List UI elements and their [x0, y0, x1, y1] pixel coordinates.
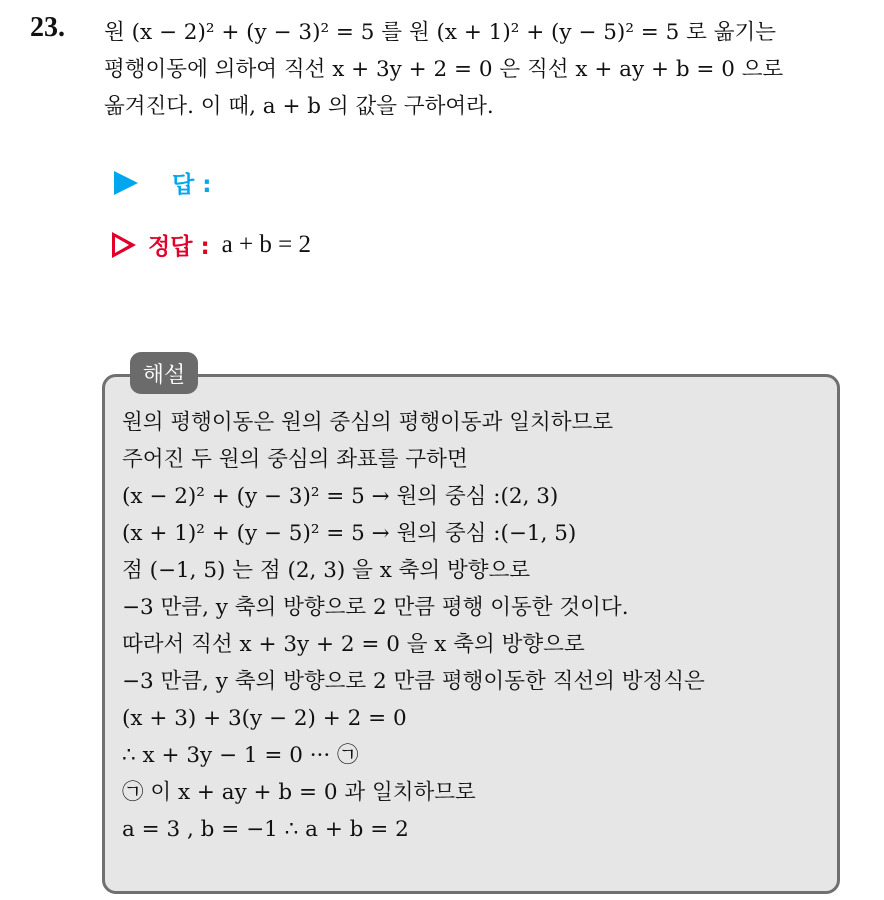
solution-text [122, 404, 832, 848]
solution-line: (x − 2)² + (y − 3)² = 5 → 원의 중심 :(2, 3) [122, 484, 559, 509]
solution-line: (x + 3) + 3(y − 2) + 2 = 0 [122, 706, 407, 731]
red-play-outline-icon [112, 232, 136, 258]
correct-answer-row [112, 228, 311, 261]
problem-number: 23. [30, 12, 65, 43]
solution-line: 따라서 직선 x + 3y + 2 = 0 을 x 축의 방향으로 [122, 632, 585, 657]
problem-line: 원 (x − 2)² + (y − 3)² = 5 를 원 (x + 1)² + (y − 5)² = 5 로 옮기는 [104, 20, 777, 45]
solution-line: ∴ x + 3y − 1 = 0 ··· ㉠ [122, 743, 359, 768]
solution-line: (x + 1)² + (y − 5)² = 5 → 원의 중심 :(−1, 5) [122, 521, 577, 546]
solution-line: 주어진 두 원의 중심의 좌표를 구하면 [122, 447, 468, 472]
answer-label: 답 : [172, 172, 212, 198]
correct-answer-value: a + b = 2 [221, 230, 311, 258]
answer-row [112, 166, 211, 199]
solution-line: 점 (−1, 5) 는 점 (2, 3) 을 x 축의 방향으로 [122, 558, 531, 583]
problem-line: 평행이동에 의하여 직선 x + 3y + 2 = 0 은 직선 x + ay + b = 0 으로 [104, 57, 784, 82]
problem-line: 옮겨진다. 이 때, a + b 의 값을 구하여라. [104, 94, 494, 119]
problem-statement [104, 14, 874, 125]
solution-tab: 해설 [130, 352, 198, 394]
solution-line: a = 3 , b = −1 ∴ a + b = 2 [122, 817, 409, 842]
solution-line: −3 만큼, y 축의 방향으로 2 만큼 평행 이동한 것이다. [122, 595, 629, 620]
solution-line: ㉠ 이 x + ay + b = 0 과 일치하므로 [122, 780, 476, 805]
solution-line: −3 만큼, y 축의 방향으로 2 만큼 평행이동한 직선의 방정식은 [122, 669, 705, 694]
correct-answer-label: 정답 : [148, 234, 210, 260]
blue-play-icon [114, 171, 138, 195]
solution-line: 원의 평행이동은 원의 중심의 평행이동과 일치하므로 [122, 410, 614, 435]
